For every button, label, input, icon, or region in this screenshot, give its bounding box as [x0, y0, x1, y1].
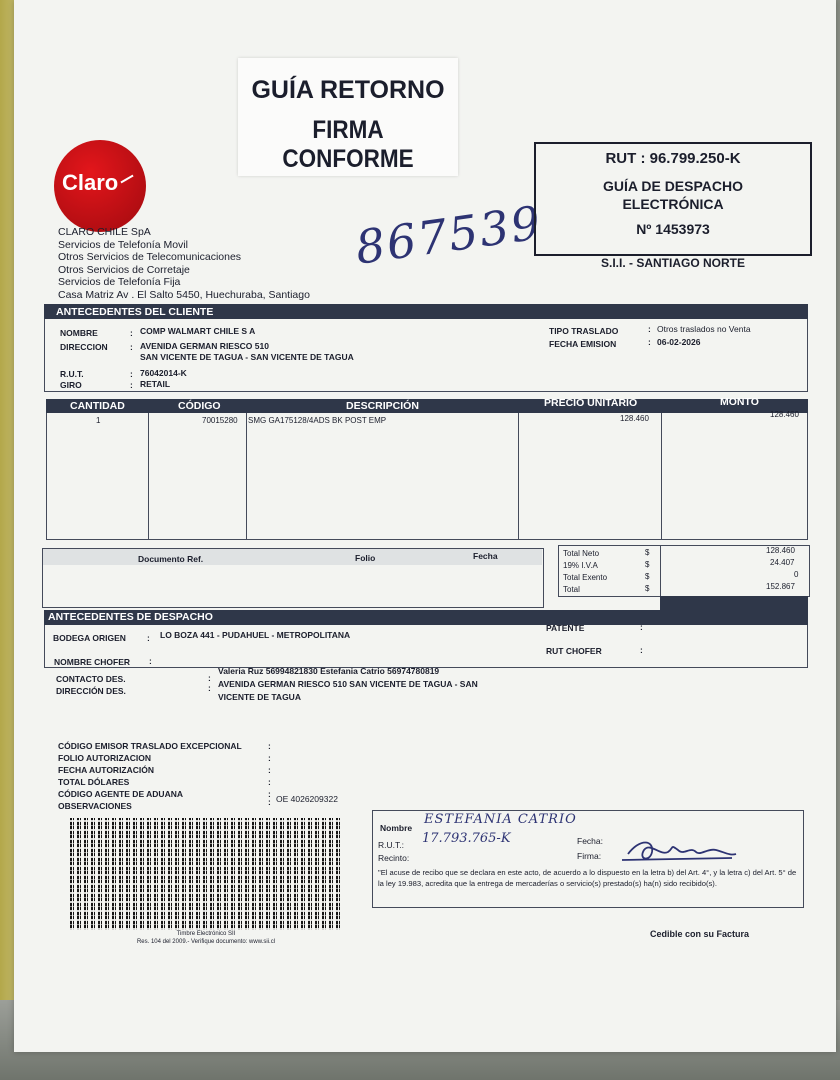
- tipo-traslado: Otros traslados no Venta: [657, 324, 751, 334]
- separator: :: [640, 622, 643, 632]
- separator: :: [130, 369, 133, 379]
- iva-label: 19% I.V.A: [563, 561, 598, 570]
- total-label: Total: [563, 585, 580, 594]
- col-monto: MONTO: [720, 396, 759, 408]
- item-cantidad: 1: [96, 416, 101, 425]
- extra-label: CÓDIGO EMISOR TRASLADO EXCEPCIONAL: [58, 741, 242, 751]
- currency-symbol: $: [645, 584, 650, 593]
- signature-scribble: [620, 834, 740, 868]
- ref-fecha-label: Fecha: [473, 551, 498, 561]
- separator: :: [268, 753, 271, 763]
- fecha-emision: 06-02-2026: [657, 337, 701, 347]
- patente-label: PATENTE: [546, 623, 585, 633]
- extra-label: FOLIO AUTORIZACION: [58, 753, 152, 763]
- direccion-label: DIRECCION: [60, 342, 108, 352]
- cedible-footer: Cedible con su Factura: [650, 929, 750, 939]
- currency-symbol: $: [645, 560, 650, 569]
- separator: :: [648, 337, 651, 347]
- chofer-label: NOMBRE CHOFER: [54, 657, 131, 667]
- receipt-recinto-label: Recinto:: [378, 853, 410, 863]
- item-precio: 128.460: [620, 414, 649, 423]
- timbre-line-2: Res. 104 del 2009.- Verifique documento: www.sii.cl: [136, 939, 276, 945]
- extra-label: FECHA AUTORIZACIÓN: [58, 765, 155, 775]
- direccion-des-1: AVENIDA GERMAN RIESCO 510 SAN VICENTE DE TAGUA - SAN: [218, 679, 478, 689]
- sii-office: S.I.I. - SANTIAGO NORTE: [600, 256, 745, 270]
- receipt-rut: 17.793.765-K: [422, 831, 511, 846]
- client-header-text: ANTECEDENTES DEL CLIENTE: [56, 306, 214, 318]
- receipt-nombre: ESTEFANIA CATRIO: [424, 812, 577, 827]
- item-monto: 128.460: [770, 410, 799, 419]
- col-cantidad: CANTIDAD: [70, 400, 125, 412]
- receipt-note: "El acuse de recibo que se declara en este acto, de acuerdo a lo dispuesto en la letra b) del Art. 4°, y la letra c) del Art. 5° de la ley 19.983, acredita que la entrega de mercaderías o servicio(s) prestado(s) ha(n) sido recibido(s).: [378, 868, 797, 888]
- bodega-origen: LO BOZA 441 - PUDAHUEL - METROPOLITANA: [160, 630, 351, 640]
- separator: :: [268, 741, 271, 751]
- logo-text: Claro: [62, 170, 119, 195]
- client-rut: 76042014-K: [140, 368, 187, 378]
- col-precio: PRECIO UNITARIO: [544, 397, 638, 409]
- col-divider: [148, 413, 149, 540]
- issuer-line: Otros Servicios de Corretaje: [58, 263, 190, 276]
- separator: :: [268, 777, 271, 787]
- despacho-section-header: [44, 610, 808, 625]
- col-codigo: CÓDIGO: [178, 400, 221, 412]
- client-address-2: SAN VICENTE DE TAGUA - SAN VICENTE DE TAGUA: [140, 352, 354, 362]
- ref-documento-label: Documento Ref.: [138, 554, 204, 564]
- col-divider: [518, 413, 519, 540]
- separator: :: [130, 380, 133, 390]
- separator: :: [208, 673, 211, 683]
- issuer-info: [58, 226, 310, 302]
- separator: :: [208, 683, 211, 693]
- handwritten-number: 867539: [352, 195, 546, 275]
- return-stamp-label: [238, 58, 458, 176]
- ref-folio-label: Folio: [355, 553, 376, 563]
- extra-label: OBSERVACIONES: [58, 801, 132, 811]
- issuer-line: Servicios de Telefonía Fija: [58, 276, 181, 289]
- separator: :: [268, 797, 271, 807]
- separator: :: [268, 765, 271, 775]
- observaciones: OE 4026209322: [276, 794, 338, 804]
- totals-divider: [660, 545, 661, 597]
- doc-title-line-1: GUÍA DE DESPACHO: [602, 178, 743, 194]
- separator: :: [147, 633, 150, 643]
- doc-title-line-2: ELECTRÓNICA: [622, 196, 724, 212]
- extra-label: TOTAL DÓLARES: [58, 777, 130, 787]
- issuer-name: CLARO CHILE SpA: [58, 226, 151, 238]
- timbre-line-1: Timbre Electrónico SII: [176, 931, 236, 937]
- separator: :: [640, 645, 643, 655]
- rut-label: R.U.T.: [60, 369, 84, 379]
- claro-logo: [54, 140, 146, 232]
- nombre-label: NOMBRE: [60, 328, 98, 338]
- bodega-label: BODEGA ORIGEN: [53, 633, 126, 643]
- despacho-header-text: ANTECEDENTES DE DESPACHO: [48, 611, 213, 623]
- currency-symbol: $: [645, 572, 650, 581]
- total-neto: 128.460: [766, 546, 795, 555]
- col-divider: [661, 413, 662, 540]
- stamp-line-2: FIRMA CONFORME: [282, 116, 414, 173]
- receipt-rut-label: R.U.T.:: [378, 840, 404, 850]
- rut-chofer-label: RUT CHOFER: [546, 646, 602, 656]
- tipo-traslado-label: TIPO TRASLADO: [549, 326, 619, 336]
- fecha-emision-label: FECHA EMISION: [549, 339, 617, 349]
- client-name: COMP WALMART CHILE S A: [140, 326, 256, 336]
- despacho-box: [44, 625, 808, 668]
- references-header-bg: [43, 549, 542, 565]
- separator: :: [648, 324, 651, 334]
- separator: :: [130, 328, 133, 338]
- rut-box: [534, 142, 812, 256]
- stamp-line-1: GUÍA RETORNO: [251, 76, 445, 104]
- extra-label: CÓDIGO AGENTE DE ADUANA: [58, 789, 183, 799]
- electronic-stamp-barcode: [70, 818, 342, 930]
- col-descripcion: DESCRIPCIÓN: [346, 400, 419, 412]
- exento-label: Total Exento: [563, 573, 608, 582]
- separator: :: [130, 342, 133, 352]
- client-section-header: [44, 304, 808, 319]
- total-iva: 24.407: [770, 558, 795, 567]
- separator: :: [149, 656, 152, 666]
- item-codigo: 70015280: [202, 416, 238, 425]
- items-table-header: [46, 396, 808, 413]
- direccion-des-2: VICENTE DE TAGUA: [218, 692, 301, 702]
- col-divider: [246, 413, 247, 540]
- contacto: Valeria Ruz 56994821830 Estefania Catrio 56974780819: [218, 666, 440, 676]
- issuer-address: Casa Matriz Av . El Salto 5450, Huechuraba, Santiago: [58, 288, 310, 301]
- currency-symbol: $: [645, 548, 650, 557]
- items-table-body: [46, 413, 808, 540]
- giro-label: GIRO: [60, 380, 82, 390]
- issuer-line: Servicios de Telefonía Movil: [58, 238, 188, 251]
- client-giro: RETAIL: [140, 379, 171, 389]
- contacto-label: CONTACTO DES.: [56, 674, 126, 684]
- total-amount: 152.867: [766, 582, 795, 591]
- issuer-rut: RUT : 96.799.250-K: [605, 150, 741, 167]
- receipt-firma-label: Firma:: [577, 851, 602, 861]
- document-number: Nº 1453973: [636, 221, 710, 237]
- total-exento: 0: [794, 570, 799, 579]
- direccion-des-label: DIRECCIÓN DES.: [56, 686, 126, 696]
- neto-label: Total Neto: [563, 549, 600, 558]
- receipt-fecha-label: Fecha:: [577, 836, 603, 846]
- item-descripcion: SMG GA175128/4ADS BK POST EMP: [248, 416, 387, 425]
- client-address-1: AVENIDA GERMAN RIESCO 510: [140, 341, 269, 351]
- receipt-nombre-label: Nombre: [380, 823, 413, 833]
- timbre-caption: [70, 930, 342, 946]
- issuer-line: Otros Servicios de Telecomunicaciones: [58, 251, 242, 264]
- separator: :: [268, 789, 271, 799]
